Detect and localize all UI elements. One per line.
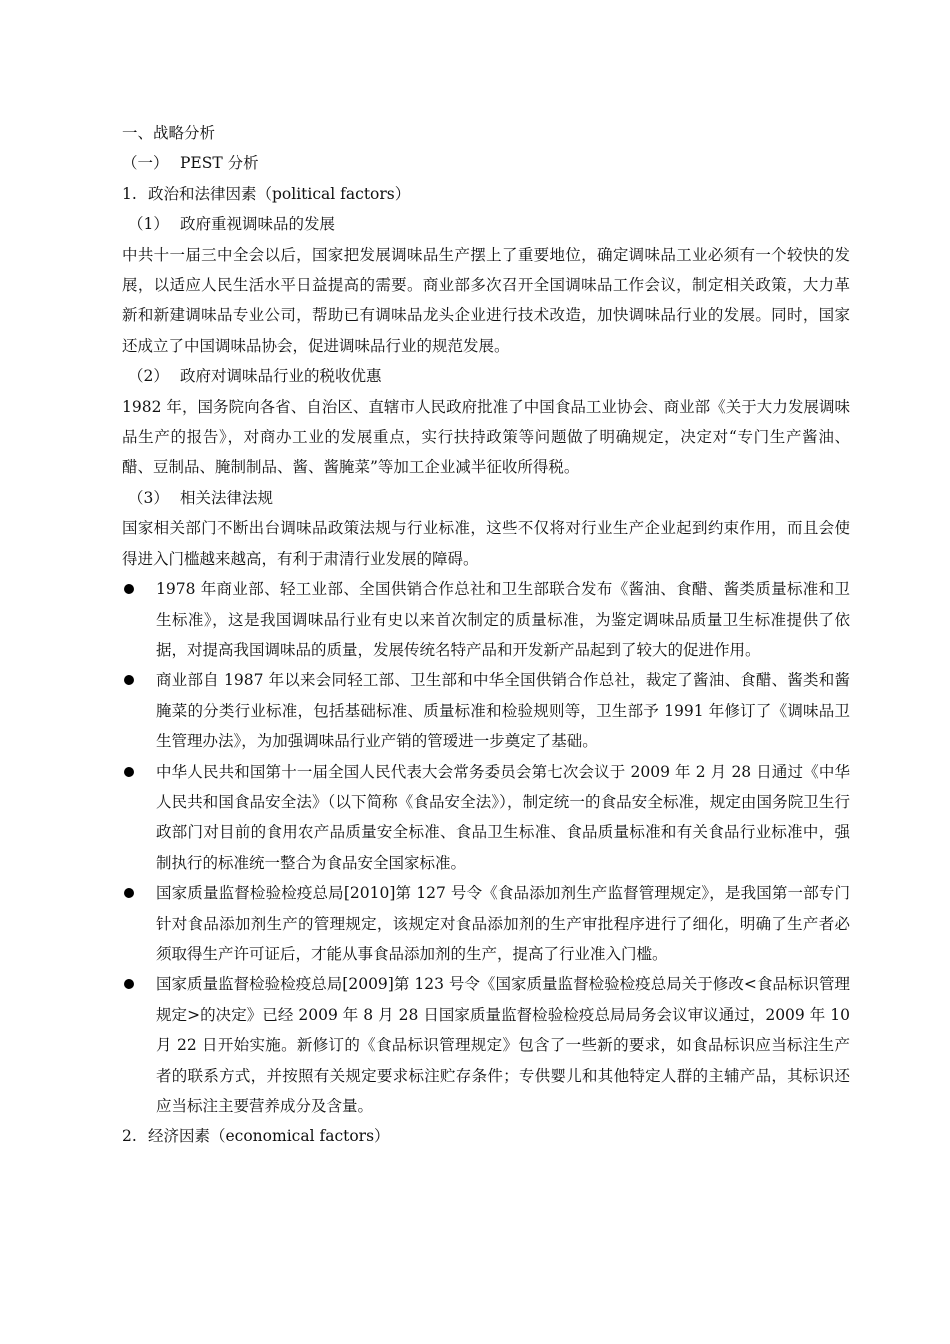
bullet-dot-icon xyxy=(124,888,134,898)
heading-pest-text: PEST 分析 xyxy=(180,154,259,173)
bullet-dot-icon xyxy=(124,767,134,777)
heading-political-text: 政治和法律因素（political factors） xyxy=(148,184,411,203)
paragraph-government-support: 中共十一届三中全会以后，国家把发展调味品生产摆上了重要地位，确定调味品工业必须有一个较快的发展，以适应人民生活水平日益提高的需要。商业部多次召开全国调味品工作会议，制定相关政策，大力革新和新建调味品专业公司，帮助已有调味品龙头企业进行技术改造，加快调味品行业的发展。同时，国家还成立了中国调味品协会，促进调味品行业的规范发展。 xyxy=(122,245,850,355)
paragraph-laws-regulations: 国家相关部门不断出台调味品政策法规与行业标准，这些不仅将对行业生产企业起到约束作用，而且会使得进入门槛越来越高，有利于肃清行业发展的障碍。 xyxy=(122,519,850,568)
heading-political-factors xyxy=(122,179,850,209)
bullet-dot-icon xyxy=(124,675,134,685)
subheading-tax-incentives xyxy=(122,361,850,391)
subheading-laws-regulations xyxy=(122,483,850,513)
bullet-item-food-safety-law xyxy=(122,757,850,879)
regulations-bullet-list xyxy=(122,574,850,1121)
heading-political-number: 1. xyxy=(122,184,137,203)
document-body xyxy=(122,118,850,1152)
bullet-item-1978-standards xyxy=(122,574,850,665)
bullet-dot-icon xyxy=(124,979,134,989)
bullet-dot-icon xyxy=(124,584,134,594)
bullet-item-1987-standards xyxy=(122,665,850,756)
heading-economic-factors xyxy=(122,1121,850,1151)
heading-strategy-analysis: 一、战略分析 xyxy=(122,124,216,142)
heading-pest-analysis xyxy=(122,148,850,178)
bullet-text-4: 国家质量监督检验检疫总局[2010]第 127 号令《食品添加剂生产监督管理规定》，是我国第一部专门针对食品添加剂生产的管理规定，该规定对食品添加剂的生产审批程序进行了细化，明确了生产者必须取得生产许可证后，才能从事食品添加剂的生产，提高了行业准入门槛。 xyxy=(156,884,850,963)
bullet-text-2: 商业部自 1987 年以来会同轻工部、卫生部和中华全国供销合作总社，裁定了酱油、食醋、酱类和酱腌菜的分类行业标准，包括基础标准、质量标准和检验规则等，卫生部予 1991 年修订了《调味品卫生管理办法》，为加强调味品行业产销的管瑷进一步奠定了基础。 xyxy=(156,671,850,751)
heading-pest-number: （一） xyxy=(122,154,169,173)
paragraph-tax-incentives: 1982 年，国务院向各省、自治区、直辖市人民政府批准了中国食品工业协会、商业部《关于大力发展调味品生产的报告》，对商办工业的发展重点，实行扶持政策等问题做了明确规定，决定对“专门生产酱油、醋、豆制品、腌制制品、酱、酱腌菜”等加工企业减半征收所得税。 xyxy=(122,397,850,477)
heading-economic-number: 2. xyxy=(122,1127,137,1146)
subheading-2-number: （2） xyxy=(128,367,169,386)
bullet-item-labeling-regulation xyxy=(122,969,850,1121)
subheading-2-title: 政府对调味品行业的税收优惠 xyxy=(180,367,382,386)
bullet-text-5: 国家质量监督检验检疫总局[2009]第 123 号令《国家质量监督检验检疫总局关于修改<食品标识管理规定>的决定》已经 2009 年 8 月 28 日国家质量监督检验检疫总局局务会议审议通过，2009 年 10 月 22 日开始实施。新修订的《食品标识管理规定》包含了一些新的要求，如食品标识应当标注生产者的联系方式，并按照有关规定要求标注贮存条件；专供婴儿和其他特定人群的主辅产品，其标识还应当标注主要营养成分及含量。 xyxy=(156,975,850,1115)
subheading-3-title: 相关法律法规 xyxy=(180,488,274,507)
bullet-text-1: 1978 年商业部、轻工业部、全国供销合作总社和卫生部联合发布《酱油、食醋、酱类质量标准和卫生标准》，这是我国调味品行业有史以来首次制定的质量标准，为鉴定调味品质量卫生标准提供了依据，对提高我国调味品的质量，发展传统名特产品和开发新产品起到了较大的促进作用。 xyxy=(156,580,850,659)
subheading-government-support xyxy=(122,209,850,239)
bullet-item-additive-regulation xyxy=(122,878,850,969)
subheading-3-number: （3） xyxy=(128,488,169,507)
subheading-1-title: 政府重视调味品的发展 xyxy=(180,215,336,234)
heading-economic-text: 经济因素（economical factors） xyxy=(148,1127,390,1146)
bullet-text-3: 中华人民共和国第十一届全国人民代表大会常务委员会第七次会议于 2009 年 2 月 28 日通过《中华人民共和国食品安全法》（以下简称《食品安全法》），制定统一的食品安全标准，规定由国务院卫生行政部门对目前的食用农产品质量安全标准、食品卫生标准、食品质量标准和有关食品行业标准中，强制执行的标准统一整合为食品安全国家标准。 xyxy=(156,762,850,872)
subheading-1-number: （1） xyxy=(128,215,169,234)
